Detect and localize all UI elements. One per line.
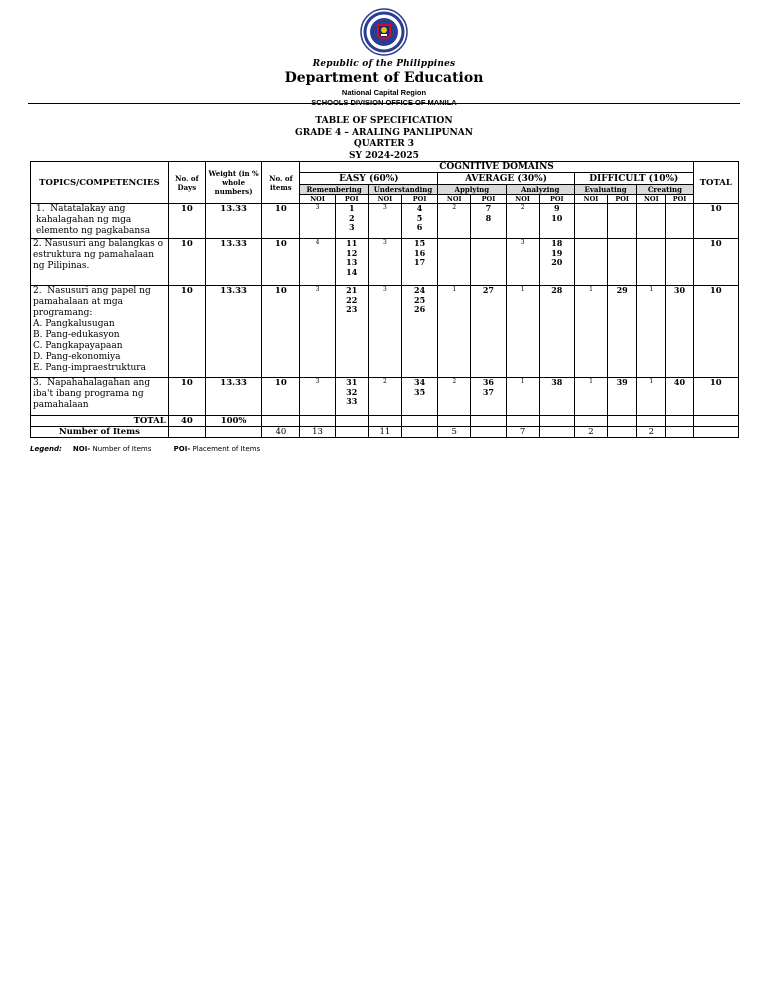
understanding-poi: 34 35 [401, 378, 437, 416]
creating-noi: 1 [637, 286, 666, 378]
remembering-poi: 31 32 33 [335, 378, 368, 416]
creating-noi [637, 204, 666, 239]
total-label: TOTAL [31, 416, 169, 427]
header-topics: TOPICS/COMPETENCIES [31, 162, 169, 204]
items-cell: 10 [262, 286, 300, 378]
analyzing-poi: 28 [539, 286, 574, 378]
row-total: 10 [693, 286, 738, 378]
header-cognitive-domains: COGNITIVE DOMAINS [300, 162, 693, 173]
weight-cell: 13.33 [205, 378, 261, 416]
legend-noi-key: NOI- [72, 445, 91, 453]
number-of-items-understanding: 11 [368, 427, 401, 438]
row-total: 10 [693, 239, 738, 286]
analyzing-noi: 2 [506, 204, 539, 239]
creating-poi [666, 204, 693, 239]
creating-poi: 40 [666, 378, 693, 416]
header-noi: NOI [368, 195, 401, 204]
legend-label: Legend: [30, 445, 62, 453]
header-noi: NOI [300, 195, 335, 204]
creating-noi: 1 [637, 378, 666, 416]
specification-table [30, 161, 739, 438]
topic-cell: 2. Nasusuri ang papel ng pamahalaan at mga programang: A. Pangkalusugan B. Pang-edukasyon C. Pangkapayapaan D. Pang-ekonomiya E. Pang-impraestruktura [31, 286, 169, 378]
table-row [31, 204, 739, 239]
title-line-4: SY 2024-2025 [349, 150, 419, 161]
number-of-items-remembering: 13 [300, 427, 335, 438]
creating-noi [637, 239, 666, 286]
topic-cell: 1. Natatalakay ang kahalagahan ng mga elemento ng pagkabansa [31, 204, 169, 239]
legend-poi-text: Placement of Items [192, 445, 261, 453]
title-line-2: GRADE 4 – ARALING PANLIPUNAN [295, 127, 473, 138]
remembering-poi: 21 22 23 [335, 286, 368, 378]
analyzing-poi: 38 [539, 378, 574, 416]
number-of-items-analyzing: 7 [506, 427, 539, 438]
header-poi: POI [666, 195, 693, 204]
document-titles [0, 116, 768, 162]
number-of-items-label: Number of Items [31, 427, 169, 438]
evaluating-poi: 29 [608, 286, 637, 378]
remembering-noi: 3 [300, 286, 335, 378]
remembering-poi: 1 2 3 [335, 204, 368, 239]
evaluating-noi: 1 [574, 286, 607, 378]
header-poi: POI [471, 195, 506, 204]
analyzing-noi: 1 [506, 286, 539, 378]
header-poi: POI [401, 195, 437, 204]
header-total: TOTAL [693, 162, 738, 204]
evaluating-poi: 39 [608, 378, 637, 416]
weight-cell: 13.33 [205, 239, 261, 286]
days-cell: 10 [168, 286, 205, 378]
header-noi: NOI [574, 195, 607, 204]
applying-noi: 2 [438, 204, 471, 239]
weight-cell: 13.33 [205, 286, 261, 378]
total-weight: 100% [205, 416, 261, 427]
items-cell: 10 [262, 239, 300, 286]
number-of-items-creating: 2 [637, 427, 666, 438]
topic-cell: 2. Nasusuri ang balangkas o estruktura ng pamahalaan ng Pilipinas. [31, 239, 169, 286]
weight-cell: 13.33 [205, 204, 261, 239]
header-easy: EASY (60%) [300, 173, 438, 185]
header-noi: NOI [637, 195, 666, 204]
header-days: No. of Days [168, 162, 205, 204]
topic-cell: 3. Napahahalagahan ang iba't ibang programa ng pamahalaan [31, 378, 169, 416]
remembering-noi: 3 [300, 204, 335, 239]
total-row [31, 416, 739, 427]
header-noi: NOI [506, 195, 539, 204]
letterhead [0, 8, 768, 107]
header-poi: POI [608, 195, 637, 204]
applying-noi [438, 239, 471, 286]
evaluating-poi [608, 204, 637, 239]
remembering-noi: 4 [300, 239, 335, 286]
division-text: SCHOOLS DIVISION OFFICE OF MANILA [311, 98, 457, 107]
header-remembering: Remembering [300, 185, 368, 195]
analyzing-poi: 18 19 20 [539, 239, 574, 286]
number-of-items-total: 40 [262, 427, 300, 438]
number-of-items-row [31, 427, 739, 438]
header-understanding: Understanding [368, 185, 437, 195]
header-evaluating: Evaluating [574, 185, 636, 195]
understanding-poi: 4 5 6 [401, 204, 437, 239]
deped-seal-logo [360, 8, 408, 56]
evaluating-noi [574, 204, 607, 239]
title-line-3: QUARTER 3 [353, 139, 415, 149]
understanding-noi: 2 [368, 378, 401, 416]
row-total: 10 [693, 204, 738, 239]
legend-poi-key: POI- [173, 445, 191, 453]
number-of-items-applying: 5 [438, 427, 471, 438]
evaluating-noi: 1 [574, 378, 607, 416]
table-row [31, 286, 739, 378]
title-line-1: TABLE OF SPECIFICATION [315, 116, 453, 126]
header-creating: Creating [637, 185, 693, 195]
items-cell: 10 [262, 378, 300, 416]
row-total: 10 [693, 378, 738, 416]
evaluating-poi [608, 239, 637, 286]
header-poi: POI [335, 195, 368, 204]
header-noi: NOI [438, 195, 471, 204]
header-poi: POI [539, 195, 574, 204]
number-of-items-evaluating: 2 [574, 427, 607, 438]
header-applying: Applying [438, 185, 506, 195]
days-cell: 10 [168, 204, 205, 239]
understanding-noi: 3 [368, 204, 401, 239]
legend-noi-text: Number of Items [92, 445, 152, 453]
header-analyzing: Analyzing [506, 185, 574, 195]
remembering-poi: 11 12 13 14 [335, 239, 368, 286]
table-row [31, 378, 739, 416]
header-items: No. of items [262, 162, 300, 204]
remembering-noi: 3 [300, 378, 335, 416]
creating-poi: 30 [666, 286, 693, 378]
legend [30, 445, 260, 453]
republic-text: Republic of the Philippines [312, 59, 456, 69]
applying-noi: 1 [438, 286, 471, 378]
header-difficult: DIFFICULT (10%) [574, 173, 693, 185]
evaluating-noi [574, 239, 607, 286]
days-cell: 10 [168, 378, 205, 416]
table-row [31, 239, 739, 286]
analyzing-poi: 9 10 [539, 204, 574, 239]
header-weight: Weight (in % whole numbers) [205, 162, 261, 204]
creating-poi [666, 239, 693, 286]
understanding-poi: 15 16 17 [401, 239, 437, 286]
applying-poi [471, 239, 506, 286]
department-title: Department of Education [284, 70, 484, 86]
understanding-poi: 24 25 26 [401, 286, 437, 378]
items-cell: 10 [262, 204, 300, 239]
total-days: 40 [168, 416, 205, 427]
header-average: AVERAGE (30%) [438, 173, 575, 185]
analyzing-noi: 1 [506, 378, 539, 416]
understanding-noi: 3 [368, 286, 401, 378]
applying-poi: 27 [471, 286, 506, 378]
analyzing-noi: 3 [506, 239, 539, 286]
understanding-noi: 3 [368, 239, 401, 286]
region-text: National Capital Region [341, 88, 427, 97]
applying-noi: 2 [438, 378, 471, 416]
days-cell: 10 [168, 239, 205, 286]
applying-poi: 36 37 [471, 378, 506, 416]
header-divider [28, 103, 740, 104]
applying-poi: 7 8 [471, 204, 506, 239]
